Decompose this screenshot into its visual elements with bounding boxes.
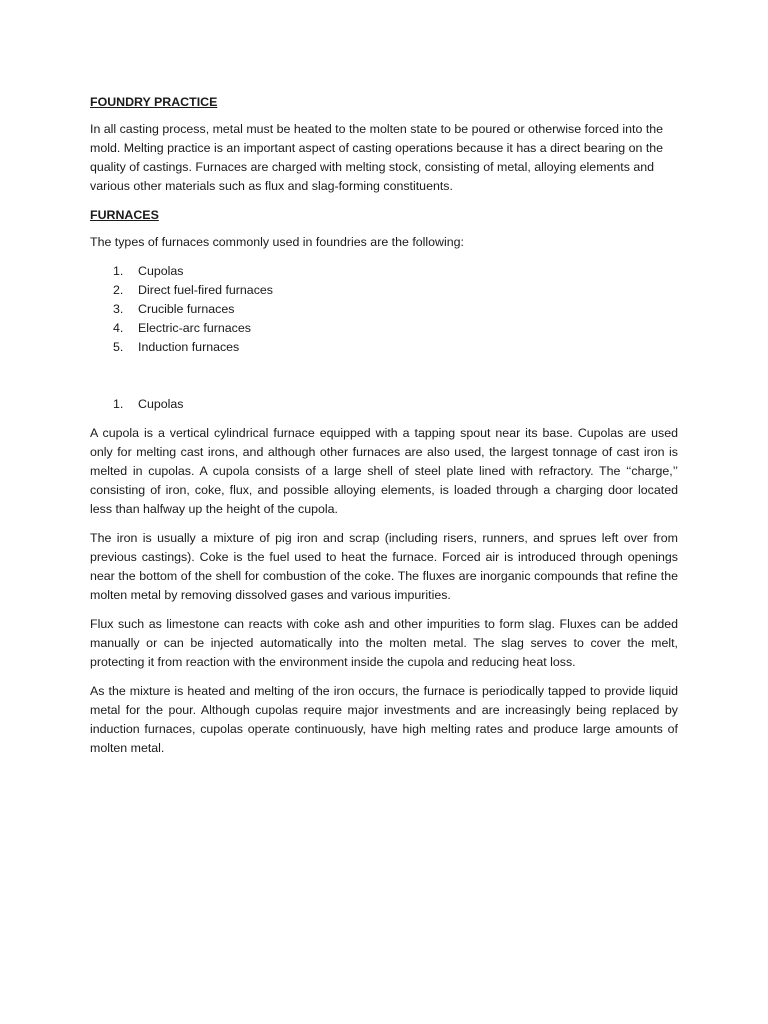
list-item-label: Electric-arc furnaces [138,321,251,335]
furnace-types-list [90,262,678,357]
intro-paragraph: In all casting process, metal must be heated to the molten state to be poured or otherwise forced into the mold. Melting practice is an important aspect of casting operations because it has a direct bearing on the quality of castings. Furnaces are charged with melting stock, consisting of metal, alloying elements and various other materials such as flux and slag-forming constituents. [90,122,664,193]
list-item [90,338,678,357]
document-title: FOUNDRY PRACTICE [90,95,218,109]
section-title: Cupolas [138,397,184,411]
cupolas-paragraph-2: The iron is usually a mixture of pig iron and scrap (including risers, runners, and sprues left over from previous castings). Coke is the fuel used to heat the furnace. Forced air is introduced through openings near the bottom of the shell for combustion of the coke. The fluxes are inorganic compounds that refine the molten metal by removing dissolved gases and various impurities. [90,531,678,602]
list-item [90,300,678,319]
list-item [90,262,678,281]
list-item [90,281,678,300]
cupolas-section-heading [90,395,678,414]
furnaces-heading: FURNACES [90,208,159,222]
list-item-number: 3. [113,302,124,316]
list-item-label: Direct fuel-fired furnaces [138,283,273,297]
list-item-label: Cupolas [138,264,184,278]
furnaces-intro: The types of furnaces commonly used in foundries are the following: [90,235,464,249]
list-item-label: Induction furnaces [138,340,240,354]
cupolas-paragraph-1: A cupola is a vertical cylindrical furnace equipped with a tapping spout near its base. Cupolas are used only for melting cast irons, and although other furnaces are also used, the largest tonnage of cast iron is melted in cupolas. A cupola consists of a large shell of steel plate lined with refractory. The ‘‘charge,’’ consisting of iron, coke, flux, and possible alloying elements, is loaded through a charging door located less than halfway up the height of the cupola. [90,426,678,516]
list-item-number: 5. [113,340,124,354]
cupolas-paragraph-3: Flux such as limestone can reacts with coke ash and other impurities to form slag. Fluxes can be added manually or can be injected automatically into the molten metal. The slag serves to cover the melt, protecting it from reaction with the environment inside the cupola and reducing heat loss. [90,617,678,669]
document-page [90,93,678,768]
list-item [90,319,678,338]
list-item-number: 1. [113,264,124,278]
list-item-number: 4. [113,321,124,335]
list-item-label: Crucible furnaces [138,302,235,316]
section-number: 1. [113,397,124,411]
list-item-number: 2. [113,283,124,297]
cupolas-paragraph-4: As the mixture is heated and melting of the iron occurs, the furnace is periodically tapped to provide liquid metal for the pour. Although cupolas require major investments and are increasingly being replaced by induction furnaces, cupolas operate continuously, have high melting rates and produce large amounts of molten metal. [90,684,678,755]
